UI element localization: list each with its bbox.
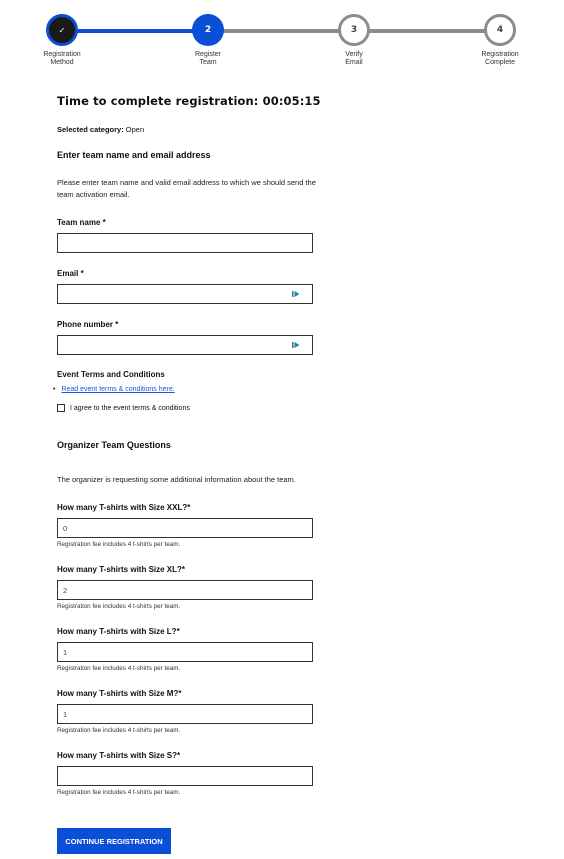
password-manager-icon[interactable] [292,290,300,298]
checkmark-icon: ✓ [58,25,66,35]
category-label: Selected category: [57,125,124,134]
tshirt-xl-input[interactable]: 2 [57,580,313,600]
category-value: Open [125,125,145,134]
step-3-number: 3 [350,25,358,35]
step-3-label: Verify Email [345,51,363,66]
tshirt-xl-hint: Registration fee includes 4 t-shirts per team. [57,603,181,610]
step-1-label: Registration Method [43,51,81,66]
step-2-active-circle [192,14,224,46]
tshirt-s-label: How many T-shirts with Size S?* [57,751,181,760]
step-4-circle [484,14,516,46]
step-connector-2 [208,29,354,33]
tshirt-s-input[interactable] [57,766,313,786]
phone-input[interactable] [57,335,313,355]
timer-label: Time to complete registration: [57,94,259,108]
team-section-description: Please enter team name and valid email address to which we should send the team activation email. [57,178,316,199]
tshirt-s-hint: Registration fee includes 4 t-shirts per team. [57,789,181,796]
tshirt-m-label: How many T-shirts with Size M?* [57,689,182,698]
terms-link[interactable]: Read event terms & conditions here. [61,386,175,393]
phone-label: Phone number * [57,320,119,329]
team-name-input[interactable] [57,233,313,253]
tshirt-xxl-label: How many T-shirts with Size XXL?* [57,503,191,512]
email-label: Email * [57,269,84,278]
terms-agree-checkbox[interactable] [57,404,65,412]
registration-timer [57,94,321,108]
organizer-description: The organizer is requesting some additional information about the team. [57,475,296,484]
step-2-number: 2 [204,25,212,35]
terms-link-item [53,386,175,393]
terms-agree-row [57,404,190,412]
registration-stepper [0,0,564,80]
tshirt-m-input[interactable]: 1 [57,704,313,724]
step-4-label: Registration Complete [481,51,519,66]
tshirt-l-hint: Registration fee includes 4 t-shirts per team. [57,665,181,672]
tshirt-l-label: How many T-shirts with Size L?* [57,627,180,636]
tshirt-m-hint: Registration fee includes 4 t-shirts per team. [57,727,181,734]
step-connector-1 [62,29,208,33]
team-name-label: Team name * [57,218,106,227]
step-2-label: Register Team [194,51,222,66]
bullet-icon: • [53,386,56,393]
email-input[interactable] [57,284,313,304]
team-section-title: Enter team name and email address [57,150,211,160]
terms-agree-label: I agree to the event terms & conditions [70,404,190,412]
terms-title: Event Terms and Conditions [57,370,165,379]
step-3-circle [338,14,370,46]
continue-registration-button[interactable]: CONTINUE REGISTRATION [57,828,171,854]
tshirt-xxl-hint: Registration fee includes 4 t-shirts per team. [57,541,181,548]
tshirt-l-input[interactable]: 1 [57,642,313,662]
step-connector-3 [354,29,500,33]
tshirt-xl-label: How many T-shirts with Size XL?* [57,565,186,574]
tshirt-xxl-input[interactable]: 0 [57,518,313,538]
timer-value: 00:05:15 [262,94,321,108]
organizer-section-title: Organizer Team Questions [57,440,171,450]
step-4-number: 4 [496,25,504,35]
selected-category [57,125,144,134]
step-1-complete-circle [46,14,78,46]
password-manager-icon[interactable] [292,341,300,349]
